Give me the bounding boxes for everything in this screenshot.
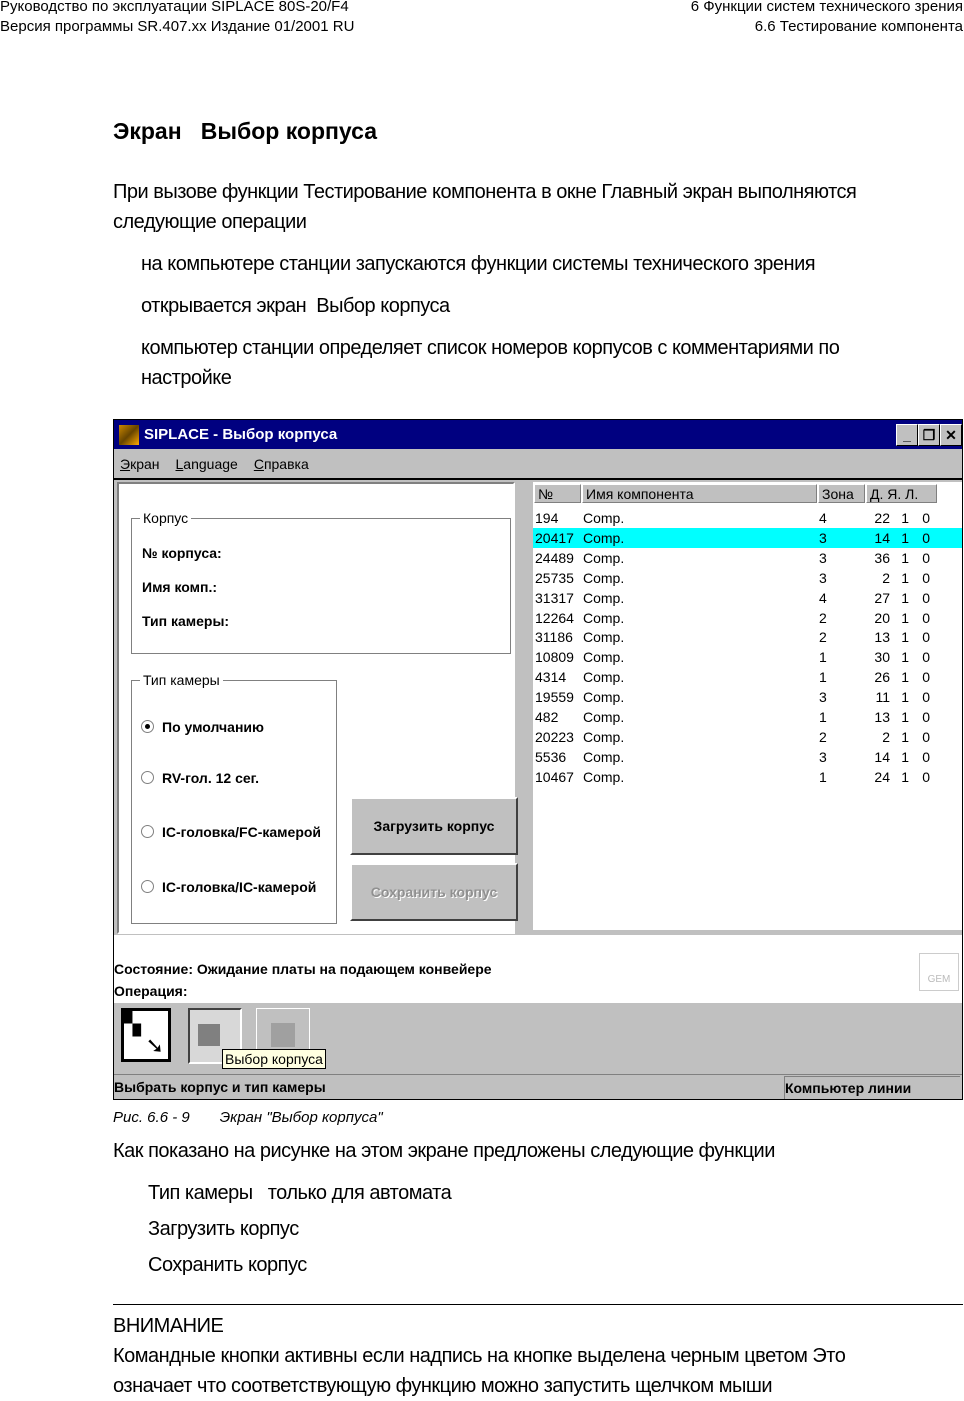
table-row[interactable] <box>533 727 962 747</box>
col-number[interactable]: № <box>534 484 581 503</box>
header-left: Руководство по эксплуатации SIPLACE 80S-20/F4 Версия программы SR.407.xx Издание 01/2001 RU <box>0 0 355 35</box>
menu-help[interactable]: Справка <box>253 456 309 472</box>
table-cell: 2 <box>882 569 890 586</box>
title-bar <box>114 420 962 449</box>
table-cell: Comp. <box>583 629 625 646</box>
col-name[interactable]: Имя компонента <box>582 484 817 503</box>
table-cell: 0 <box>922 629 930 646</box>
after-text: Как показано на рисунке на этом экране предложены следующие функции <box>113 1140 775 1162</box>
table-cell: 1 <box>901 768 909 785</box>
statusbar-left: Выбрать корпус и тип камеры <box>114 1079 326 1095</box>
table-row[interactable] <box>533 508 962 528</box>
table-cell: 12264 <box>535 609 574 626</box>
table-row[interactable] <box>533 608 962 628</box>
table-cell: 4314 <box>535 669 567 686</box>
table-cell: 1 <box>901 569 909 586</box>
table-cell: Comp. <box>583 689 625 706</box>
radio-default[interactable]: По умолчанию <box>141 719 264 735</box>
table-cell: 4 <box>819 589 827 606</box>
menu-bar <box>114 450 962 478</box>
note-title: ВНИМАНИЕ <box>113 1315 224 1337</box>
table-cell: 1 <box>901 728 909 745</box>
table-row[interactable] <box>533 647 962 667</box>
col-zone[interactable]: Зона <box>818 484 865 503</box>
table-cell: 2 <box>819 728 827 745</box>
table-cell: 31186 <box>535 629 573 646</box>
table-cell: 0 <box>922 649 930 666</box>
app-icon <box>119 425 139 445</box>
table-cell: Comp. <box>583 768 625 785</box>
function-3: Сохранить корпус <box>148 1254 307 1276</box>
table-row[interactable] <box>533 747 962 767</box>
table-cell: 0 <box>922 728 930 745</box>
table-cell: Comp. <box>583 728 625 745</box>
table-cell: 20417 <box>535 529 574 546</box>
table-cell: 0 <box>922 589 930 606</box>
table-row[interactable] <box>533 687 962 707</box>
table-row[interactable] <box>533 767 962 787</box>
table-cell: 20223 <box>535 728 574 745</box>
radio-icon <box>141 771 154 784</box>
table-cell: 1 <box>901 529 909 546</box>
table-cell: 2 <box>882 728 890 745</box>
radio-icon <box>141 880 154 893</box>
statusbar-right: Компьютер линии <box>784 1076 960 1099</box>
table-cell: 1 <box>901 689 909 706</box>
menu-screen[interactable]: Экран <box>120 456 160 472</box>
intro-text: При вызове функции Тестирование компонента в окне Главный экран выполняются следующие операции <box>113 181 857 233</box>
table-cell: 10467 <box>535 768 574 785</box>
table-cell: Comp. <box>583 669 625 686</box>
bullet-3: компьютер станции определяет список номеров корпусов с комментариями по настройке <box>141 337 840 389</box>
camera-legend: Тип камеры <box>140 672 223 688</box>
korpus-group <box>131 510 511 654</box>
table-cell: 0 <box>922 748 930 765</box>
table-cell: 27 <box>874 589 890 606</box>
function-2: Загрузить корпус <box>148 1218 299 1240</box>
table-cell: 13 <box>874 709 890 725</box>
table-cell: 26 <box>874 669 890 686</box>
table-cell: 1 <box>901 629 909 646</box>
close-button[interactable]: ✕ <box>940 424 962 446</box>
radio-icon <box>141 720 154 733</box>
divider <box>113 1304 963 1305</box>
table-cell: 1 <box>819 768 827 785</box>
note-text: Командные кнопки активны если надпись на кнопке выделена черным цветом Это означает что соответствующую функцию можно запустить щелчком мыши <box>113 1345 846 1397</box>
table-cell: 30 <box>874 649 890 666</box>
table-cell: 20 <box>874 609 890 626</box>
camera-group <box>131 672 337 924</box>
bullet-2: открывается экран Выбор корпуса <box>141 295 450 317</box>
table-cell: 11 <box>875 689 890 706</box>
table-cell: 0 <box>922 768 930 785</box>
menu-language[interactable]: Language <box>175 456 238 472</box>
table-cell: 3 <box>819 569 827 586</box>
table-cell: 0 <box>922 569 930 586</box>
toolbar <box>114 1004 962 1074</box>
table-cell: Comp. <box>583 649 625 666</box>
table-cell: 19559 <box>535 689 574 706</box>
table-cell: 1 <box>901 748 909 765</box>
table-cell: 1 <box>901 549 909 566</box>
table-cell: 0 <box>922 689 930 706</box>
table-cell: 22 <box>874 510 890 526</box>
table-cell: 24489 <box>535 549 574 566</box>
radio-rv[interactable]: RV-гол. 12 сег. <box>141 770 259 786</box>
table-cell: 0 <box>922 609 930 626</box>
status-text: Состояние: Ожидание платы на подающем конвейере <box>114 961 492 977</box>
table-cell: 1 <box>819 709 827 725</box>
table-cell: 24 <box>874 768 890 785</box>
window-title: SIPLACE - Выбор корпуса <box>144 426 338 443</box>
table-row[interactable] <box>533 528 962 548</box>
table-cell: Comp. <box>583 748 625 765</box>
table-cell: Comp. <box>583 549 625 566</box>
table-cell: 3 <box>819 549 827 566</box>
select-tool-icon[interactable]: ▚ ➘ <box>121 1008 171 1062</box>
table-cell: 3 <box>819 748 827 765</box>
header-right: 6 Функции систем технического зрения 6.6 Тестирование компонента <box>690 0 963 35</box>
table-cell: 1 <box>901 510 909 526</box>
table-row[interactable] <box>533 588 962 608</box>
table-cell: 13 <box>874 629 890 646</box>
table-cell: 36 <box>874 549 890 566</box>
table-row[interactable] <box>533 568 962 588</box>
table-cell: 2 <box>819 609 827 626</box>
save-korpus-button[interactable]: Сохранить корпус <box>350 863 518 921</box>
left-panel <box>117 482 515 934</box>
table-cell: 14 <box>874 529 890 546</box>
table-cell: 1 <box>901 669 909 686</box>
table-cell: 1 <box>901 589 909 606</box>
camera-type-label: Тип камеры: <box>142 613 230 629</box>
load-korpus-button[interactable]: Загрузить корпус <box>350 797 518 855</box>
table-cell: 0 <box>922 529 930 546</box>
table-row[interactable] <box>533 667 962 687</box>
table-cell: 0 <box>922 549 930 566</box>
component-table <box>533 482 962 930</box>
gem-mail-icon[interactable]: GEM <box>919 953 959 991</box>
table-cell: Comp. <box>583 510 625 526</box>
siplace-window <box>113 419 963 1100</box>
table-cell: 482 <box>535 709 559 725</box>
figure-caption: Рис. 6.6 - 9 Экран "Выбор корпуса" <box>113 1109 383 1126</box>
table-cell: Comp. <box>583 609 625 626</box>
bullet-1: на компьютере станции запускаются функции системы технического зрения <box>141 253 816 275</box>
function-1: Тип камеры только для автомата <box>148 1182 452 1204</box>
table-cell: 4 <box>819 510 827 526</box>
table-row[interactable] <box>533 548 962 568</box>
tooltip: Выбор корпуса <box>222 1049 326 1069</box>
status-area <box>114 935 962 1003</box>
restore-button[interactable]: ❐ <box>918 424 940 446</box>
table-cell: 31317 <box>535 589 574 606</box>
table-cell: Comp. <box>583 529 625 546</box>
table-cell: 194 <box>535 510 559 526</box>
table-cell: 3 <box>819 689 827 706</box>
table-cell: 3 <box>819 529 827 546</box>
korpus-number-label: № корпуса: <box>142 545 222 561</box>
radio-icon <box>141 825 154 838</box>
radio-ic-fc[interactable]: IC-головка/FC-камерой <box>141 824 336 840</box>
radio-ic-ic[interactable]: IC-головка/IC-камерой <box>141 879 316 895</box>
table-row[interactable] <box>533 627 962 647</box>
operation-label: Операция: <box>114 983 188 999</box>
page-title: Экран Выбор корпуса <box>113 118 378 144</box>
table-cell: 1 <box>901 649 909 666</box>
table-cell: 5536 <box>535 748 567 765</box>
table-cell: Comp. <box>583 589 625 606</box>
table-cell: 0 <box>922 510 930 526</box>
table-cell: 25735 <box>535 569 574 586</box>
table-cell: 1 <box>901 709 909 725</box>
table-cell: 10809 <box>535 649 574 666</box>
minimize-button[interactable]: _ <box>896 424 918 446</box>
col-dyl[interactable]: Д. Я. Л. <box>866 484 937 503</box>
table-cell: 0 <box>922 669 930 686</box>
table-cell: 14 <box>874 748 890 765</box>
korpus-legend: Корпус <box>140 510 191 526</box>
table-cell: Comp. <box>583 709 625 725</box>
table-cell: 0 <box>922 709 930 725</box>
table-cell: 2 <box>819 629 827 646</box>
table-cell: 1 <box>819 669 827 686</box>
table-cell: Comp. <box>583 569 625 586</box>
table-cell: 1 <box>819 649 827 666</box>
table-row[interactable] <box>533 707 962 727</box>
table-cell: 1 <box>901 609 909 626</box>
component-name-label: Имя комп.: <box>142 579 218 595</box>
